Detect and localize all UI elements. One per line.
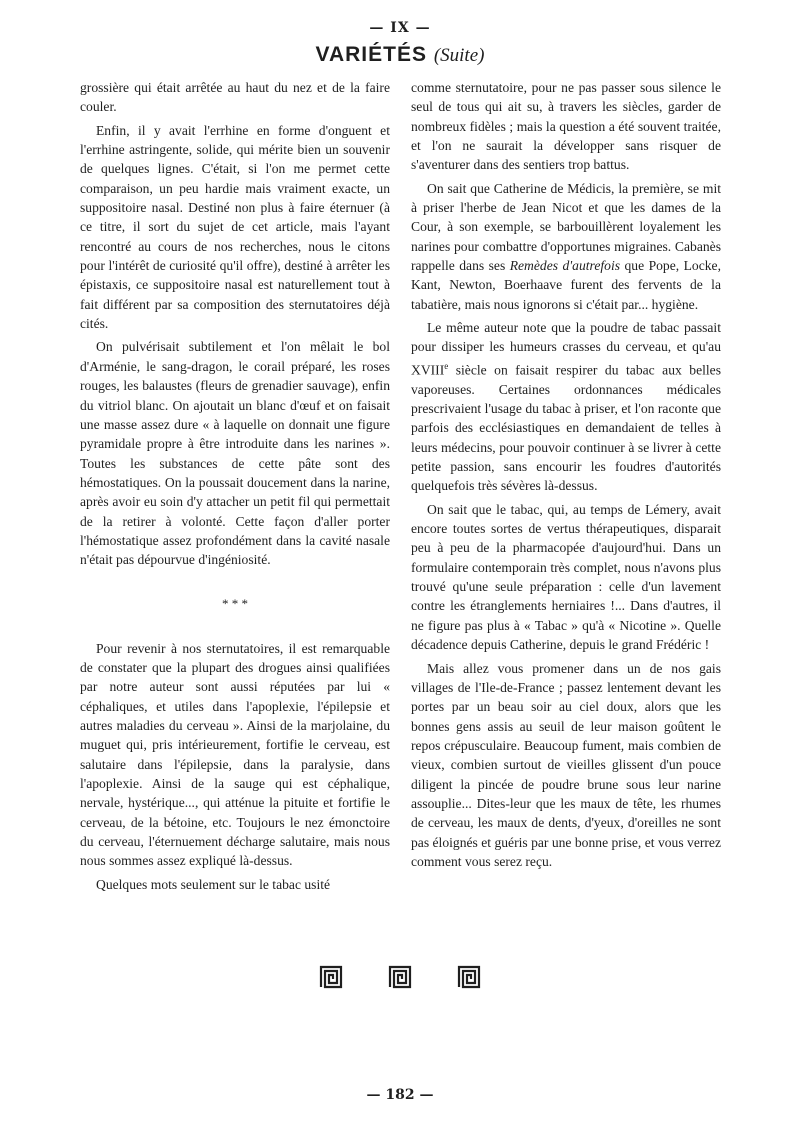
paragraph: Quelques mots seulement sur le tabac usité (96, 876, 331, 892)
title-text: VARIÉTÉS (315, 43, 427, 66)
page-number: — 182 — (366, 1087, 434, 1103)
paragraph: Enfin, il y avait l'errhine en forme d'onguent et l'errhine astringente, solide, qui mérite bien un souvenir de quelques lignes. C'était, si l'on me permet cette comparaison, un peu hardie mais vraiment exacte, un suppositoire nasal. Destiné non plus à faire éternuer (à ce titre, il sort du sujet de cet article, mais l'ayant rencontré au cours de nos recherches, nous le citons pour l'intérêt de curiosité qu'il offre), destiné à arrêter les épistaxis, ce suppositoire nasal est naturellement tout à fait différent par sa composition des sternutatoires déjà cités. (80, 122, 390, 332)
right-column (411, 78, 721, 871)
ornament-row (0, 965, 800, 989)
text-run: Le même auteur note que la poudre de tabac passait pour dissiper les humeurs crasses du cerveau, et qu'au (411, 320, 721, 355)
century-numeral: XVIII (411, 362, 445, 378)
section-numeral: — IX — (369, 20, 431, 36)
paragraph: Mais allez vous promener dans un de nos gais villages de l'Ile-de-France ; passez lentement devant les portes par un beau soir au ciel doux, alors que les bonnes gens assis au seuil de leur maison goûtent le repos crépusculaire. Beaucoup fument, mais combien de vieux, combien surtout de vieilles glissent d'un pouce diligent la pincée de poudre brune sous leur narine assouplie... Dites-leur que les maux de tête, les rhumes de cerveau, les maux de dents, d'yeux, d'oreilles ne sont pas éloignés et guéris par une bonne prise, et vous verrez comment vous serez reçu. (411, 660, 721, 869)
paragraph: Pour revenir à nos sternutatoires, il est remarquable de constater que la plupart des drogues ainsi qualifiées par notre auteur sont aussi réputées par lui « céphaliques, et utiles dans l'apoplexie, l'épilepsie et autres maladies du cerveau ». Ainsi de la marjolaine, du muguet qui, pris intérieurement, fortifie le cerveau, est salutaire dans l'épilepsie, dans la paralysie, dans l'apoplexie. Ainsi de la sauge qui est céphalique, nervale, hystérique..., qui atténue la pituite et fortifie le cerveau, de la bétoine, etc. Toujours le nez émonctoire du cerveau, l'éternuement décharge salutaire, mais nous nous sommes assez expliqué là-dessus. (80, 640, 390, 869)
paragraph: comme sternutatoire, pour ne pas passer sous silence le seul de tous qui ait su, à travers les siècles, garder de nombreux fidèles ; mais la question a été souvent traitée, et l'on ne saurait la développer sans risquer de s'aventurer dans des sentiers trop battus. (411, 80, 721, 173)
text-run: que Pope, Locke, Kant, Newton, Boerhaave furent des fervents de la tabatière, mais nous ignorons si c'était par... hygiène. (411, 258, 721, 312)
title-subtitle: (Suite) (433, 45, 485, 66)
left-column (80, 78, 390, 894)
page-title (0, 43, 800, 67)
spiral-ornament-icon (319, 965, 343, 989)
asterism: * * * (222, 595, 248, 611)
paragraph: On pulvérisait subtilement et l'on mêlait le bol d'Arménie, le sang-dragon, le corail préparé, les roses rouges, les balaustes (fleurs de grenadier sauvage), enfin du vitriol blanc. On ajoutait un blanc d'œuf et on faisait une masse assez dure « à laquelle on donnait une figure pyramidale propre à être introduite dans les narines ». Toutes les substances de cette pâte sont des hémostatiques. On la poussait doucement dans la narine, après avoir eu soin d'y attacher un petit fil qui permettait de la retirer à volonté. Cette façon d'aller porter l'hémostatique assez profondément dans la cavité nasale n'était pas dépourvue d'ingéniosité. (80, 339, 390, 568)
section-separator (80, 595, 390, 611)
text-run: siècle on faisait respirer du tabac aux belles vaporeuses. Certaines ordonnances médicales prescrivaient l'usage du tabac à priser, et l'on raconte que parfois des ecclésiastiques en demandaient de telles à leurs médecins, pour pouvoir continuer à se livrer à cette petite passion, sans encourir les foudres d'autorités quelquefois très sévères là-dessus. (411, 362, 722, 494)
spiral-ornament-icon (457, 965, 481, 989)
paragraph (411, 318, 721, 496)
paragraph (411, 179, 721, 314)
paragraph: grossière qui était arrêtée au haut du nez et de la faire couler. (80, 80, 390, 115)
text-run: On sait que Catherine de Médicis, la première, se mit à priser l'herbe de Jean Nicot et que les dames de la Cour, à son exemple, se barbouillèrent loyalement les narines pour combattre d'opportunes migraines. Cabanès rappelle dans ses (411, 180, 721, 274)
paragraph: On sait que le tabac, qui, au temps de Lémery, avait encore toutes sortes de vertus thérapeutiques, disparait peu à peu de la pharmacopée d'aujourd'hui. Dans un formulaire contemporain très complet, nous n'avons plus trouvé qu'une seule préparation : celle d'un lavement contre les étranglements herniaires !... Dans d'autres, il ne figure pas plus à « Tabac » qu'à « Nicotine ». Quelle décadence depuis Catherine, depuis le grand Frédéric ! (411, 501, 721, 653)
book-title: Remèdes d'autrefois (509, 258, 621, 274)
century-suffix: e (444, 360, 449, 371)
spiral-ornament-icon (388, 965, 412, 989)
